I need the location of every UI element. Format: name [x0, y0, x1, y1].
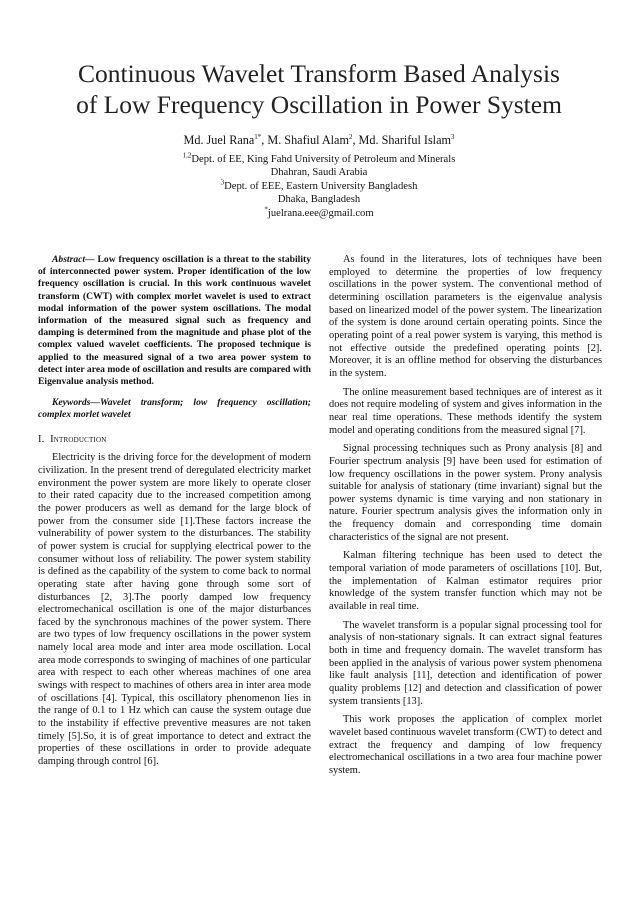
- author-3: , Md. Shariful Islam: [352, 133, 451, 147]
- abstract-lead: Abstract—: [52, 254, 95, 265]
- affiliation-2-city: Dhaka, Bangladesh: [277, 194, 361, 206]
- affiliation-2: [60, 180, 578, 193]
- section-number: I.: [38, 433, 45, 445]
- affiliation-2-text: Dept. of EEE, Eastern University Bangladesh: [224, 180, 418, 192]
- paper-title: [40, 58, 598, 120]
- affiliations: [60, 153, 578, 220]
- affiliation-1-city: Dhahran, Saudi Arabia: [270, 167, 368, 179]
- right-paragraph-1: As found in the literatures, lots of techniques have been employed to determine the properties of low frequency oscillations in the power system. The conventional method of determining oscillation parameters is the eigenvalue analysis based on linearized model of the power system. The linearization of the system is done around certain operating points. Since the operating point of a real power system is varying, this method is not effective outside the predefined operating points [2]. Moreover, it is an offline method for observing the disturbances in the system.: [329, 254, 602, 379]
- affiliation-1-mark: 1,2: [182, 151, 192, 160]
- title-line-1: Continuous Wavelet Transform Based Analysis: [78, 59, 560, 88]
- email-mark: *: [264, 205, 268, 214]
- keywords: Keywords—Wavelet transform; low frequency oscillation; complex morlet wavelet: [38, 397, 311, 421]
- affiliation-1-text: Dept. of EE, King Fahd University of Petroleum and Minerals: [191, 154, 456, 165]
- author-2-mark: 2: [348, 132, 353, 141]
- right-paragraph-4: Kalman filtering technique has been used to detect the temporal variation of mode parameters of oscillations [10]. But, the implementation of Kalman estimator requires prior knowledge of the system transfer function which may not be available in real time.: [329, 550, 602, 613]
- right-column: [329, 254, 602, 778]
- right-paragraph-2: The online measurement based techniques are of interest as it does not require modeling of system and gives information in the near real time operations. These methods identify the system model and operating conditions from the measured signal [7].: [329, 386, 602, 436]
- author-3-mark: 3: [450, 132, 455, 141]
- title-line-2: of Low Frequency Oscillation in Power System: [76, 90, 562, 119]
- abstract: [38, 254, 311, 388]
- author-list: [60, 133, 578, 148]
- author-2: , M. Shafiul Alam: [261, 133, 349, 147]
- section-heading-introduction: [38, 434, 311, 447]
- author-1-mark: 1*: [254, 132, 262, 141]
- right-paragraph-6: This work proposes the application of complex morlet wavelet based continuous wavelet transform (CWT) to detect and extract the frequency and damping of low frequency electromechanical oscillations in a two area four machine power system.: [329, 714, 602, 776]
- affiliation-2-mark: 3: [220, 178, 225, 187]
- left-column: [38, 254, 311, 769]
- abstract-text: Low frequency oscillation is a threat to the stability of interconnected power system. Proper identification of the low frequency oscillation is crucial. In this work continuous wavelet transform (CWT) with complex morlet wavelet is used to extract modal information of the power system oscillations. The modal information of the measured signal such as frequency and damping is determined from the magnitude and phase plot of the complex valued wavelet coefficients. The proposed technique is applied to the measured signal of a two area power system to detect inter area mode of oscillation and results are compared with Eigenvalue analysis method.: [38, 254, 311, 388]
- intro-paragraph-1: Electricity is the driving force for the development of modern civilization. In the present trend of deregulated electricity market environment the power system are more likely to operate closer to their rated capacity due to the increased competition among the power producers as well as demand for the large block of power from the consumer side [1].These factors increase the vulnerability of power system to the disturbances. The stability of power system is crucial for supplying electrical power to the consumer without loss of reliability. The power system stability is defined as the capability of the system to come back to normal operating state after having gone through some sort of disturbances [2, 3].The poorly damped low frequency electromechanical oscillation is one of the major disturbances faced by the synchronous machines of the power system. There are two types of low frequency oscillations in the power system namely local area mode and inter area mode oscillation. Local area mode corresponds to swinging of machines of one particular area with respect to each other whereas machines of one area swings with respect to machines of others area in inter area mode of oscillations [4]. Typical, this oscillatory phenomenon lies in the range of 0.1 to 1 Hz which can cause the system outage due to the instability if effective preventive measures are not taken timely [5].So, it is of great importance to detect and extract the properties of these oscillations in order to provide adequate damping through control [6].: [38, 452, 311, 768]
- right-paragraph-5: The wavelet transform is a popular signal processing tool for analysis of non-stationary signals. It can extract signal features both in time and frequency domain. The wavelet transform has been applied in the analysis of various power system phenomena like fault analysis [11], detection and identification of power quality problems [12] and detection and classification of power system transients [13].: [329, 619, 602, 707]
- author-1: Md. Juel Rana: [183, 133, 255, 147]
- email-line: [60, 207, 578, 220]
- right-paragraph-3: Signal processing techniques such as Prony analysis [8] and Fourier spectrum analysis [9] have been used for estimation of low frequency oscillations in the power system. Prony analysis suitable for analysis of stationary (time invariant) signal but the power systems dynamic is time varying and non stationary in nature. Fourier spectrum analysis gives the information only in the frequency domain and corresponding time domain characteristics of the signal are not present.: [329, 443, 602, 543]
- affiliation-1: [60, 153, 578, 166]
- email-address: juelrana.eee@gmail.com: [267, 207, 374, 219]
- section-title: Introduction: [50, 433, 107, 445]
